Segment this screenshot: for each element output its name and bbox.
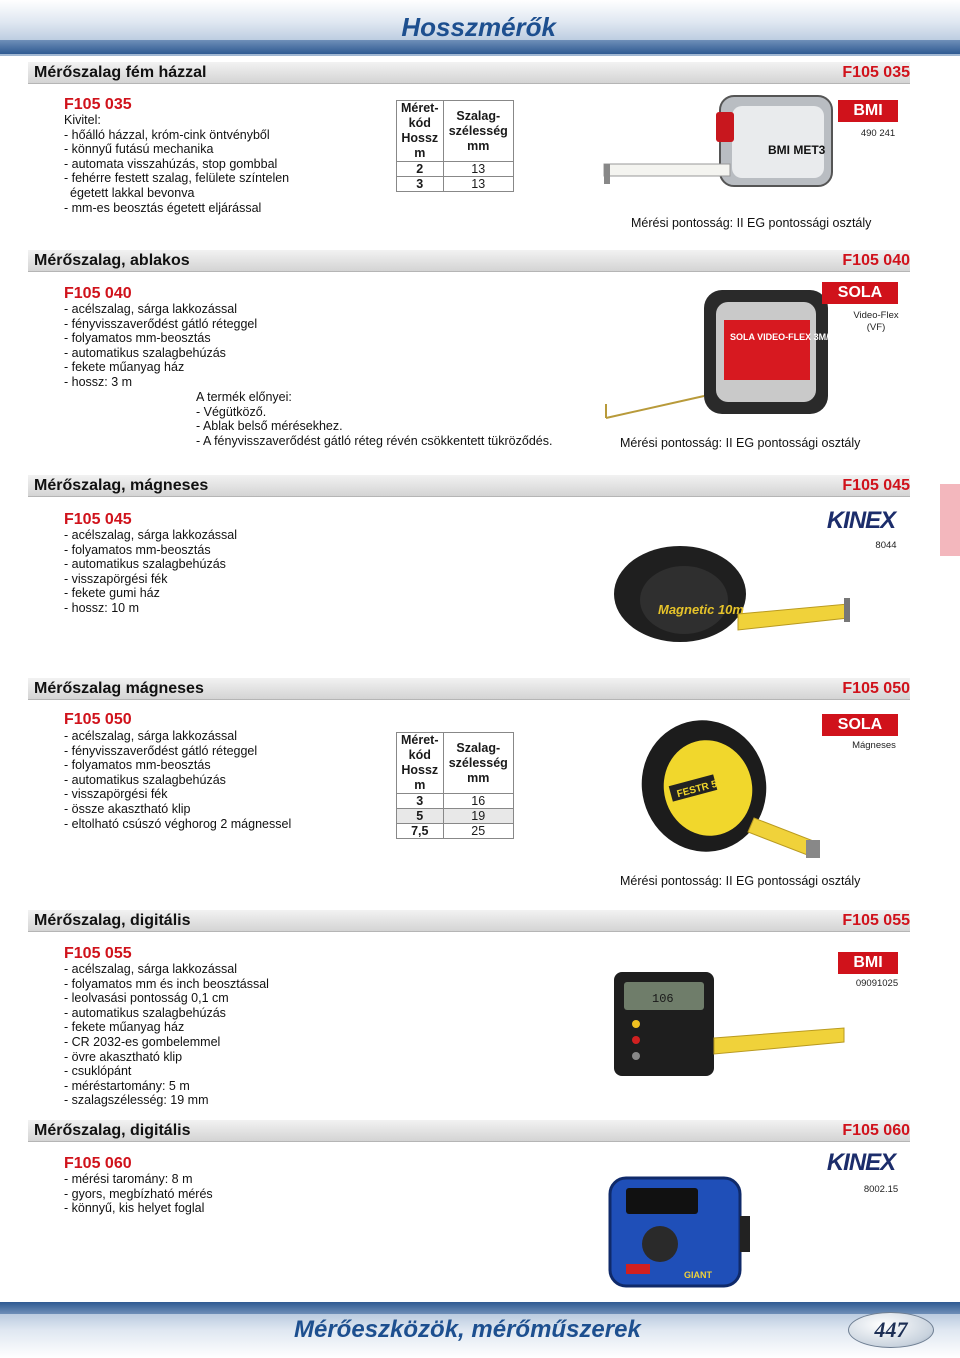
product-code: F105 050: [64, 711, 132, 728]
section-header: [28, 678, 910, 700]
product-code: F105 060: [64, 1155, 132, 1172]
feature-item: - CR 2032-es gombelemmel: [64, 1034, 221, 1049]
table-cell: 7,5: [397, 824, 444, 839]
feature-list: [64, 528, 237, 616]
section-title: Mérőszalag, mágneses: [34, 477, 209, 494]
tape-measure-photo: [636, 714, 828, 864]
brand-caption: [838, 310, 914, 334]
feature-item: - könnyű, kis helyet foglal: [64, 1201, 205, 1216]
advantages-list: [196, 390, 552, 448]
section-code: F105 060: [842, 1122, 910, 1139]
table-cell: 25: [443, 824, 513, 839]
feature-item: - eltolható csúszó véghorog 2 mágnessel: [64, 816, 292, 831]
feature-item: - folyamatos mm-beosztás: [64, 331, 211, 346]
catalog-number: 09091025: [855, 978, 899, 989]
feature-item: - övre akasztható klip: [64, 1049, 183, 1064]
advantage-item: - Ablak belső mérésekhez.: [196, 419, 343, 434]
feature-item: - fekete gumi ház: [64, 586, 160, 601]
table-cell: 2: [397, 162, 444, 177]
advantage-item: - Végütköző.: [196, 404, 267, 419]
product-code: F105 040: [64, 285, 132, 302]
section-code: F105 040: [842, 252, 910, 269]
bmi-logo: BMI: [838, 952, 898, 974]
feature-item: - hossz: 3 m: [64, 374, 133, 389]
feature-list: [64, 962, 269, 1108]
page-number: 447: [874, 1317, 908, 1342]
tape-measure-photo: [600, 92, 836, 196]
accuracy-note: Mérési pontosság: II EG pontossági osztály: [631, 216, 872, 230]
product-code: F105 045: [64, 511, 132, 528]
table-cell: 13: [443, 162, 513, 177]
section-code: F105 035: [842, 64, 910, 81]
feature-item: - fehérre festett szalag, felülete színtelen: [64, 171, 290, 186]
feature-item: - leolvasási pontosság 0,1 cm: [64, 991, 229, 1006]
feature-item: - folyamatos mm-beosztás: [64, 758, 211, 773]
advantage-item: A termék előnyei:: [196, 390, 292, 404]
tape-measure-photo: [612, 968, 848, 1078]
table-row: [397, 809, 514, 824]
footer-stripe: [0, 1302, 960, 1314]
table-row: [397, 794, 514, 809]
feature-list: [64, 113, 289, 215]
feature-item: - visszapörgési fék: [64, 787, 168, 802]
table-header: Szalag-szélesség mm: [443, 733, 513, 794]
sola-logo: SOLA: [822, 282, 898, 304]
kinex-logo: KINEX: [826, 507, 896, 534]
feature-item: - mérési taromány: 8 m: [64, 1172, 193, 1186]
feature-list: [64, 1172, 213, 1216]
feature-item: égetett lakkal bevonva: [70, 185, 195, 200]
section-header: [28, 250, 910, 272]
tape-measure-photo: [610, 538, 858, 646]
table-cell: 19: [443, 809, 513, 824]
feature-list: [64, 729, 291, 831]
table-header: Szalag-szélesség mm: [443, 101, 513, 162]
photo-label: SOLA VIDEO-FLEX 3M/13MM: [730, 332, 854, 342]
feature-item: - folyamatos mm és inch beosztással: [64, 976, 269, 991]
feature-item: - acélszalag, sárga lakkozással: [64, 729, 237, 743]
section-title: Mérőszalag, ablakos: [34, 252, 190, 269]
spec-table: [396, 732, 514, 839]
table-cell: 3: [397, 794, 444, 809]
feature-item: - könnyű futású mechanika: [64, 142, 214, 157]
page-number-badge: [848, 1312, 934, 1348]
advantage-item: - A fényvisszaverődést gátló réteg révén csökkentett tükröződés.: [196, 433, 553, 448]
feature-item: - automatikus szalagbehúzás: [64, 557, 226, 572]
catalog-number: 8002.15: [863, 1184, 899, 1195]
table-cell: 5: [397, 809, 444, 824]
accuracy-note: Mérési pontosság: II EG pontossági osztály: [620, 436, 861, 450]
photo-label: GIANT: [684, 1270, 712, 1280]
feature-item: - automata visszahúzás, stop gombbal: [64, 156, 278, 171]
feature-item: - össze akasztható klip: [64, 801, 191, 816]
feature-item: - fényvisszaverődést gátló réteggel: [64, 743, 258, 758]
section-header: [28, 475, 910, 497]
table-header: Méret-kód Hossz m: [397, 101, 444, 162]
page-title: Hosszmérők: [401, 12, 556, 42]
section-title: Mérőszalag mágneses: [34, 680, 204, 697]
kinex-logo: KINEX: [826, 1149, 896, 1176]
accuracy-note: Mérési pontosság: II EG pontossági osztály: [620, 874, 861, 888]
feature-item: - automatikus szalagbehúzás: [64, 772, 226, 787]
feature-item: - fekete műanyag ház: [64, 1020, 185, 1035]
section-header: [28, 910, 910, 932]
section-code: F105 050: [842, 680, 910, 697]
photo-label: FESTR 5M: [675, 776, 727, 801]
feature-item: - automatikus szalagbehúzás: [64, 1005, 226, 1020]
photo-label: BMI MET3: [768, 143, 826, 157]
section-code: F105 045: [842, 477, 910, 494]
tape-measure-photo: [606, 1170, 754, 1292]
feature-item: - automatikus szalagbehúzás: [64, 345, 226, 360]
feature-item: - visszapörgési fék: [64, 571, 168, 586]
feature-item: - mm-es beosztás égetett eljárással: [64, 200, 262, 215]
bmi-logo: BMI: [838, 100, 898, 122]
section-header: [28, 1120, 910, 1142]
spec-table: [396, 100, 514, 192]
catalog-number: 8044: [875, 540, 897, 551]
feature-item: - acélszalag, sárga lakkozással: [64, 528, 237, 542]
feature-item: - acélszalag, sárga lakkozással: [64, 302, 237, 316]
side-index-tab: [940, 484, 960, 556]
tape-measure-photo: [600, 286, 854, 422]
catalog-number: 490 241: [860, 128, 896, 139]
table-row: [397, 824, 514, 839]
product-code: F105 035: [64, 96, 132, 113]
feature-item: - fényvisszaverődést gátló réteggel: [64, 316, 258, 331]
feature-item: - gyors, megbízható mérés: [64, 1186, 213, 1201]
feature-item: - szalagszélesség: 19 mm: [64, 1093, 209, 1108]
section-header: [28, 62, 910, 84]
caption-line: (VF): [866, 322, 886, 333]
sola-logo: SOLA: [822, 714, 898, 736]
product-code: F105 055: [64, 945, 132, 962]
section-title: Mérőszalag, digitális: [34, 1122, 191, 1139]
photo-label: Magnetic 10m: [658, 602, 744, 617]
table-cell: 3: [397, 177, 444, 192]
feature-item: Kivitel:: [64, 113, 101, 127]
feature-item: - acélszalag, sárga lakkozással: [64, 962, 237, 976]
section-title: Mérőszalag fém házzal: [34, 64, 207, 81]
caption-line: Video-Flex: [853, 310, 899, 321]
table-row: [397, 162, 514, 177]
feature-item: - csuklópánt: [64, 1064, 132, 1079]
photo-label: 106: [652, 992, 674, 1006]
section-title: Mérőszalag, digitális: [34, 912, 191, 929]
footer-title: Mérőeszközök, mérőműszerek: [294, 1316, 641, 1343]
feature-list: [64, 302, 257, 390]
feature-item: - fekete műanyag ház: [64, 360, 185, 375]
feature-item: - méréstartomány: 5 m: [64, 1078, 190, 1093]
section-code: F105 055: [842, 912, 910, 929]
table-cell: 13: [443, 177, 513, 192]
table-row: [397, 177, 514, 192]
feature-item: - folyamatos mm-beosztás: [64, 542, 211, 557]
feature-item: - hőálló házzal, króm-cink öntvényből: [64, 127, 270, 142]
table-header: Méret-kód Hossz m: [397, 733, 444, 794]
feature-item: - hossz: 10 m: [64, 600, 140, 615]
brand-caption: Mágneses: [852, 740, 896, 751]
table-cell: 16: [443, 794, 513, 809]
